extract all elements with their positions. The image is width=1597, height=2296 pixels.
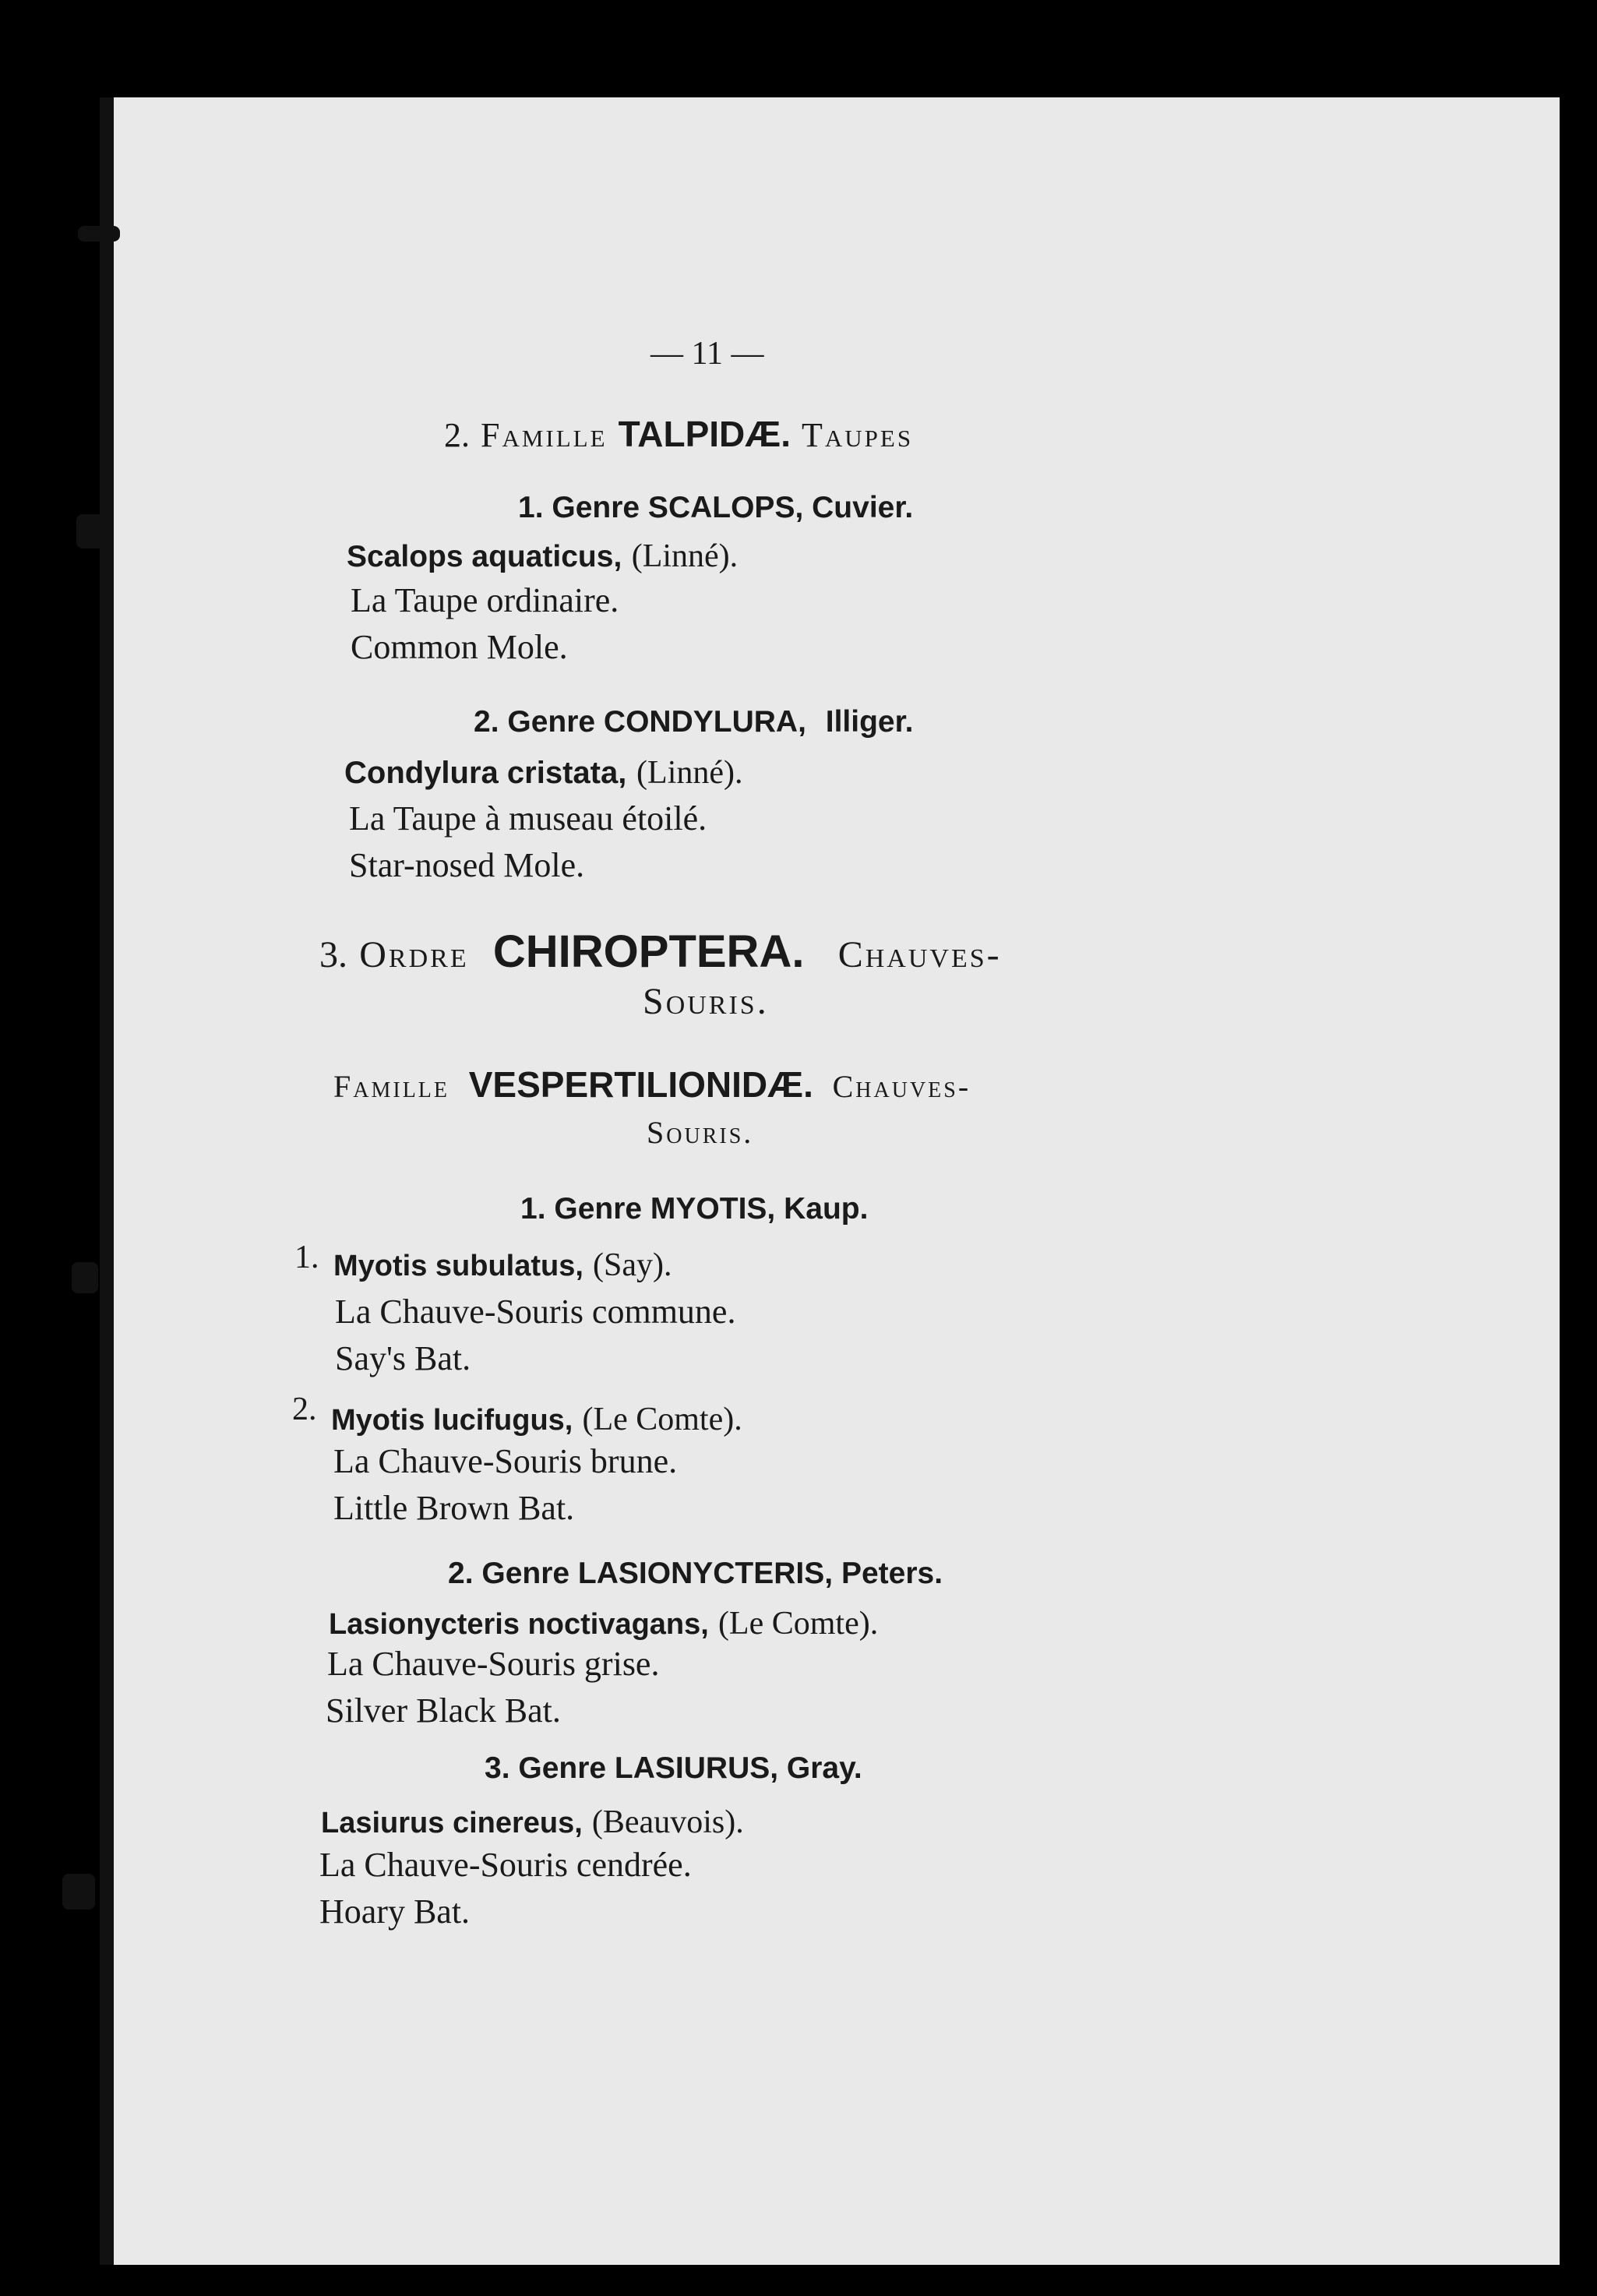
- species-english-name: Little Brown Bat.: [333, 1489, 575, 1527]
- species-english-name: Star-nosed Mole.: [349, 846, 585, 884]
- genus-number: 2.: [474, 705, 499, 739]
- species-french-name: La Chauve-Souris cendrée.: [319, 1846, 692, 1884]
- family-name: TALPIDÆ.: [618, 414, 791, 454]
- species-author: (Linné).: [636, 755, 743, 791]
- species-author: (Le Comte).: [582, 1402, 742, 1437]
- genus-author: Cuvier.: [812, 491, 914, 524]
- species-author: (Le Comte).: [717, 1606, 879, 1642]
- genus-heading-myotis: 1. Genre MYOTIS, Kaup.: [520, 1192, 869, 1226]
- order-heading-chiroptera: [319, 926, 1002, 978]
- species-english-name: Silver Black Bat.: [326, 1691, 561, 1730]
- species-name: Condylura cristata,: [344, 756, 627, 790]
- species-name: Myotis lucifugus,: [331, 1404, 573, 1437]
- species-english-name: Common Mole.: [351, 628, 568, 666]
- species-lasionycteris-noctivagans: [329, 1605, 878, 1642]
- species-french-name: La Taupe ordinaire.: [351, 581, 619, 619]
- binding-clip: [76, 514, 109, 548]
- genus-label: Genre CONDYLURA,: [507, 705, 806, 739]
- species-author: (Say).: [593, 1247, 672, 1283]
- species-author: (Linné).: [631, 538, 739, 574]
- binding-clip: [78, 226, 120, 242]
- species-number: 1.: [294, 1240, 319, 1275]
- species-name: Lasionycteris noctivagans,: [329, 1608, 709, 1641]
- order-common-name-continued: Souris.: [643, 981, 769, 1022]
- genus-label: Genre SCALOPS,: [552, 491, 804, 524]
- family-rank: Famille: [333, 1069, 449, 1104]
- family-common-name: Taupes: [802, 416, 914, 454]
- family-name: VESPERTILIONIDÆ.: [468, 1064, 813, 1105]
- family-common-name: Chauves-: [832, 1069, 971, 1104]
- order-rank: Ordre: [359, 934, 469, 975]
- order-common-name: Chauves-: [837, 934, 1002, 975]
- genus-heading-scalops: [518, 491, 913, 525]
- species-french-name: La Chauve-Souris commune.: [335, 1293, 736, 1331]
- genus-heading-condylura: [474, 705, 913, 739]
- family-common-name-continued: Souris.: [647, 1115, 754, 1150]
- species-name: Lasiurus cinereus,: [321, 1807, 583, 1839]
- species-french-name: La Chauve-Souris grise.: [327, 1645, 660, 1683]
- genus-number: 1.: [518, 491, 544, 524]
- species-myotis-lucifugus: [331, 1401, 742, 1438]
- genus-heading-lasionycteris: 2. Genre LASIONYCTERIS, Peters.: [448, 1557, 943, 1590]
- genus-author: Illiger.: [825, 705, 914, 739]
- species-number: 2.: [292, 1391, 317, 1427]
- binding-clip: [62, 1874, 95, 1910]
- species-french-name: La Taupe à museau étoilé.: [349, 799, 707, 838]
- binding-clip: [72, 1262, 98, 1293]
- species-name: Scalops aquaticus,: [347, 540, 622, 573]
- family-rank: Famille: [481, 416, 608, 454]
- species-author: (Beauvois).: [591, 1804, 744, 1840]
- species-english-name: Say's Bat.: [335, 1339, 471, 1377]
- species-name: Myotis subulatus,: [333, 1250, 583, 1282]
- family-heading-talpidae: [444, 413, 913, 455]
- page-number: — 11 —: [650, 336, 764, 372]
- family-number: 2.: [444, 416, 470, 454]
- species-myotis-subulatus: [333, 1247, 672, 1284]
- species-english-name: Hoary Bat.: [319, 1892, 471, 1931]
- species-condylura-cristata: [344, 754, 743, 792]
- species-scalops-aquaticus: [347, 538, 738, 575]
- genus-heading-lasiurus: 3. Genre LASIURUS, Gray.: [485, 1751, 862, 1785]
- binding-edge: [100, 97, 114, 2265]
- species-french-name: La Chauve-Souris brune.: [333, 1442, 678, 1480]
- order-name: CHIROPTERA.: [492, 926, 805, 977]
- family-heading-vespertilionidae: [333, 1063, 971, 1106]
- species-lasiurus-cinereus: [321, 1804, 744, 1841]
- order-number: 3.: [319, 934, 347, 975]
